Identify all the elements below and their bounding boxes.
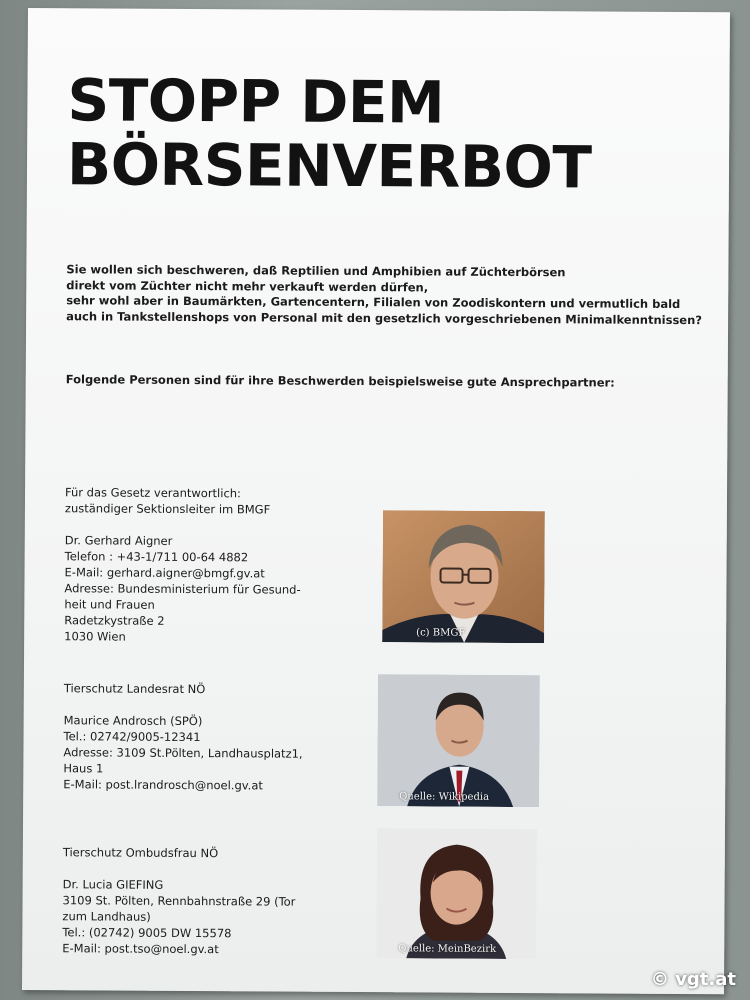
contact-phone: Tel.: (02742) 9005 DW 15578	[62, 925, 232, 941]
contact-name: Maurice Androsch (SPÖ)	[63, 713, 203, 729]
poster-sheet	[22, 8, 730, 994]
portrait-photo-aigner	[382, 510, 545, 643]
contact-role: Für das Gesetz verantwortlich:	[64, 485, 242, 501]
contact-address: Haus 1	[63, 761, 104, 776]
contact-address: 3109 St. Pölten, Rennbahnstraße 29 (Tor	[62, 893, 296, 909]
title-line-2: BÖRSENVERBOT	[66, 130, 592, 202]
contact-name: Dr. Gerhard Aigner	[64, 533, 173, 548]
photo-credit: Quelle: MeinBezirk	[398, 943, 497, 955]
intro-line: sehr wohl aber in Baumärkten, Gartencentern, Filialen von Zoodiskontern und vermutlich bald	[66, 293, 681, 311]
intro-text	[66, 262, 706, 328]
intro-line: auch in Tankstellenshops von Personal mit den gesetzlich vorgeschriebenen Minimalkenntnissen?	[66, 308, 703, 327]
portrait-photo-giefing	[376, 828, 537, 959]
poster-title	[66, 66, 592, 202]
lead-text: Folgende Personen sind für ihre Beschwerden beispielsweise gute Ansprechpartner:	[65, 372, 615, 390]
contact-address: heit und Frauen	[64, 597, 155, 612]
contact-address: Adresse: Bundesministerium für Gesund-	[64, 581, 301, 597]
contact-email: E-Mail: post.lrandrosch@noel.gv.at	[63, 777, 263, 793]
contact-phone: Telefon : +43-1/711 00-64 4882	[64, 549, 249, 565]
title-line-1: STOPP DEM	[67, 66, 445, 137]
contact-giefing	[62, 844, 296, 957]
contact-androsch	[63, 680, 303, 793]
watermark-vgt: © vgt.at	[650, 969, 736, 990]
contact-email: E-Mail: post.tso@noel.gv.at	[62, 941, 219, 957]
contact-role: Tierschutz Ombudsfrau NÖ	[62, 845, 219, 861]
portrait-photo-androsch	[377, 674, 540, 807]
intro-line: direkt vom Züchter nicht mehr verkauft werden dürfen,	[66, 277, 429, 294]
contact-address: zum Landhaus)	[62, 909, 151, 924]
contact-role: zuständiger Sektionsleiter im BMGF	[64, 501, 271, 517]
contact-name: Dr. Lucia GIEFING	[62, 877, 164, 892]
contact-address: Radetzkystraße 2	[64, 613, 165, 628]
photo-credit: Quelle: Wikipedia	[399, 791, 490, 803]
contact-aigner	[64, 484, 301, 645]
photo-credit: (c) BMGF	[416, 627, 466, 639]
contact-address: Adresse: 3109 St.Pölten, Landhausplatz1,	[63, 745, 303, 761]
intro-line: Sie wollen sich beschweren, daß Reptilien und Amphibien auf Züchterbörsen	[66, 262, 566, 280]
contact-address: 1030 Wien	[64, 629, 126, 644]
contact-role: Tierschutz Landesrat NÖ	[63, 681, 206, 697]
contact-email: E-Mail: gerhard.aigner@bmgf.gv.at	[64, 565, 265, 581]
contact-phone: Tel.: 02742/9005-12341	[63, 729, 201, 745]
